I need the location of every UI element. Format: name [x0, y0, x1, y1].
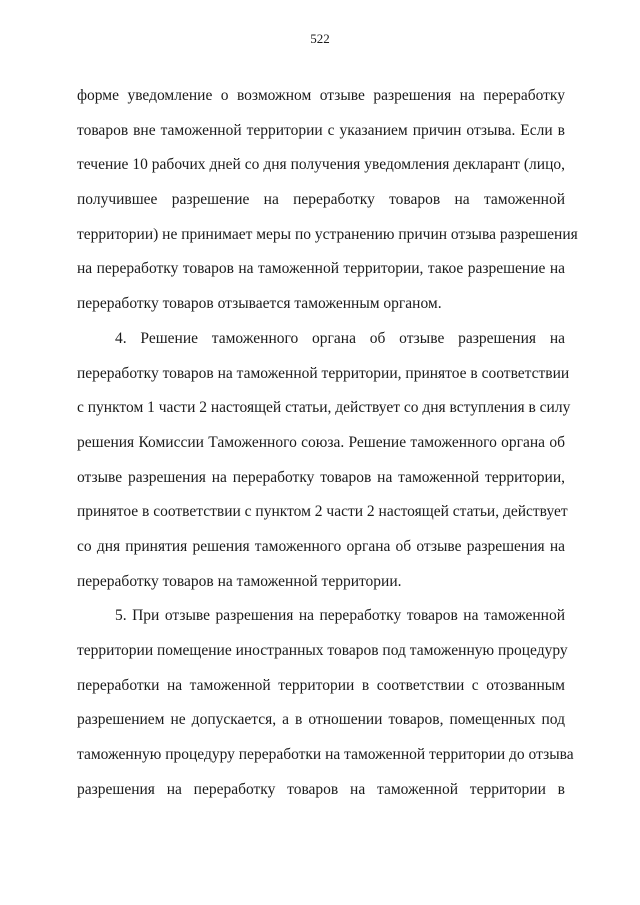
text-line: с пунктом 1 части 2 настоящей статьи, действует со дня вступления в силу — [77, 399, 571, 417]
text-line: форме уведомление о возможном отзыве разрешения на переработку — [77, 87, 565, 104]
text-line: 4. Решение таможенного органа об отзыве разрешения на — [115, 329, 565, 347]
text-line: течение 10 рабочих дней со дня получения уведомления декларант (лицо, — [77, 156, 565, 174]
text-line: со дня принятия решения таможенного органа об отзыве разрешения на — [77, 537, 565, 555]
text-line: переработки на таможенной территории в соответствии с отозванным — [77, 676, 565, 694]
text-line: принятое в соответствии с пунктом 2 части 2 настоящей статьи, действует — [77, 503, 568, 521]
text-line: разрешением не допускается, а в отношении товаров, помещенных под — [77, 711, 565, 729]
paragraph-item-5 — [77, 599, 574, 807]
text-line: получившее разрешение на переработку товаров на таможенной — [77, 191, 565, 209]
text-line: решения Комиссии Таможенного союза. Решение таможенного органа об — [77, 433, 565, 451]
text-line: таможенную процедуру переработки на таможенной территории до отзыва — [77, 746, 574, 764]
paragraph-continuation — [77, 79, 578, 322]
text-line: переработку товаров отзывается таможенным органом. — [77, 295, 442, 313]
text-line: отзыве разрешения на переработку товаров на таможенной территории, — [77, 468, 565, 486]
text-line: территории помещение иностранных товаров под таможенную процедуру — [77, 642, 568, 659]
text-line: на переработку товаров на таможенной территории, такое разрешение на — [77, 260, 565, 278]
text-line: переработку товаров на таможенной территории. — [77, 572, 402, 590]
page-number: 522 — [310, 31, 330, 46]
text-line: территории) не принимает меры по устранению причин отзыва разрешения — [77, 225, 578, 243]
text-line: 5. При отзыве разрешения на переработку товаров на таможенной — [115, 607, 565, 625]
text-line: переработку товаров на таможенной территории, принятое в соответствии — [77, 364, 570, 382]
document-body — [77, 79, 578, 807]
text-line: товаров вне таможенной территории с указанием причин отзыва. Если в — [77, 121, 565, 139]
text-line: разрешения на переработку товаров на таможенной территории в — [77, 780, 565, 798]
paragraph-item-4 — [77, 322, 571, 600]
